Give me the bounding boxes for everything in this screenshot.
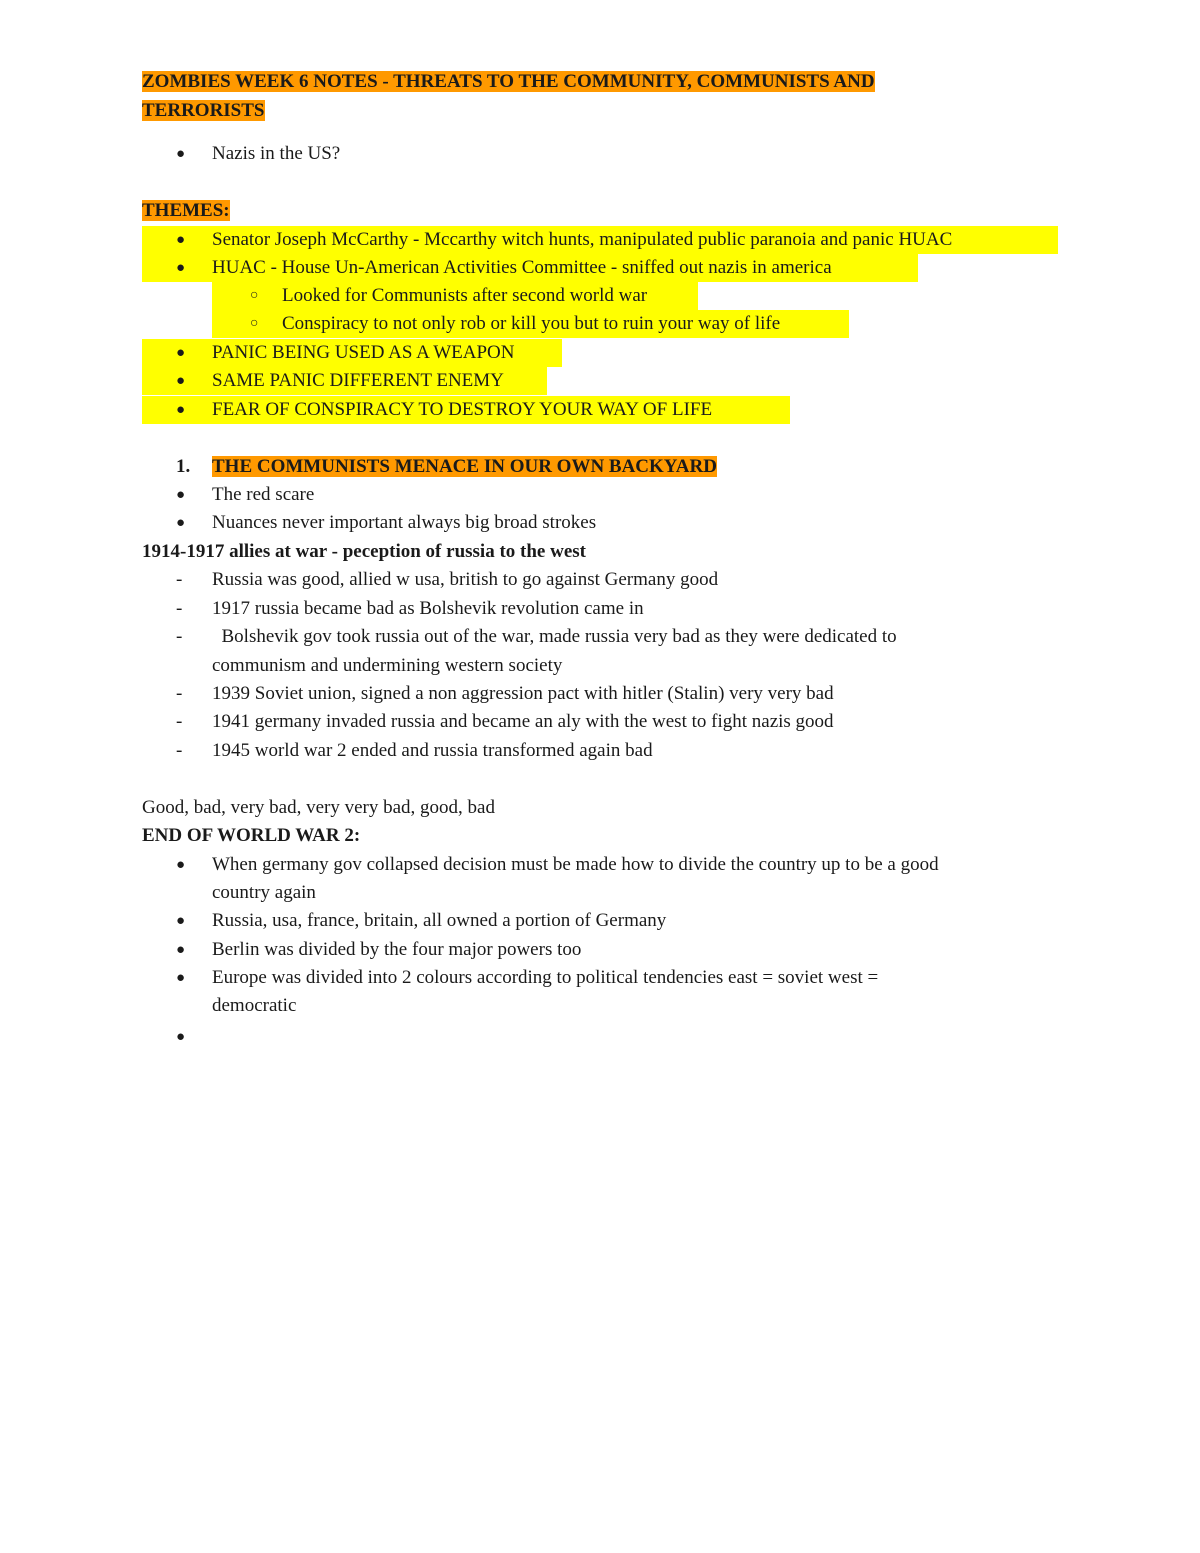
dash-icon: - — [176, 683, 183, 704]
list-item: 1917 russia became bad as Bolshevik revolution came in — [212, 598, 644, 619]
list-item: Bolshevik gov took russia out of the war, made russia very bad as they were dedicated to — [212, 626, 897, 647]
list-item: The red scare — [212, 484, 315, 505]
themes-item-row — [142, 367, 547, 395]
document-page: ZOMBIES WEEK 6 NOTES - THREATS TO THE COMMUNITY, COMMUNISTS AND TERRORISTS ● Nazis in the US? THEMES: ● Senator Joseph McCarthy - Mccarthy witch hunts, manipulated public paranoia and panic HUAC ● HUAC - House Un-American Activities Committee - sniffed out nazis in america ○ Looked for Communists after second world war ○ Conspiracy to not only rob or kill you but to ruin your way of life ● PANIC BEING USED AS A WEAPON ● SAME PANIC DIFFERENT ENEMY ● FEAR OF CONSPIRACY TO DESTROY YOUR WAY OF LIFE 1. THE COMMUNISTS MENACE IN OUR OWN BACKYARD ● The red scare ● Nuances never important always big broad strokes 1914-1917 allies at war - peception of russia to the west - Russia was good, allied w usa, british to go against Germany good - 1917 russia became bad as Bolshevik revolution came in - Bolshevik gov took russia out of the war, made russia very bad as they were dedicated to communism and undermining western society - 1939 Soviet union, signed a non aggression pact with hitler (Stalin) very very bad - 1941 germany invaded russia and became an aly with the west to fight nazis good - 1945 world war 2 ended and russia transformed again bad Good, bad, very bad, very very bad, good, bad END OF WORLD WAR 2: ● When germany gov collapsed decision must be made how to divide the country up to be a good country again ● Russia, usa, france, britain, all owned a portion of Germany ● Berlin was divided by the four major powers too ● Europe was divided into 2 colours according to political tendencies east = soviet west = democratic ● — [0, 0, 1200, 1553]
summary-text: Good, bad, very bad, very very bad, good, bad — [142, 797, 495, 818]
themes-item-row — [142, 339, 562, 367]
bullet-icon: ● — [176, 260, 186, 276]
open-bullet-icon: ○ — [250, 288, 259, 303]
list-item-continuation: communism and undermining western society — [212, 655, 563, 676]
list-item: Nuances never important always big broad strokes — [212, 512, 597, 533]
list-item: 1945 world war 2 ended and russia transformed again bad — [212, 740, 653, 761]
bullet-icon: ● — [176, 373, 186, 389]
list-item: Russia was good, allied w usa, british to go against Germany good — [212, 569, 719, 590]
doc-title-text-2: TERRORISTS — [142, 100, 265, 121]
list-item: Russia, usa, france, britain, all owned a portion of Germany — [212, 910, 667, 931]
list-item: Senator Joseph McCarthy - Mccarthy witch hunts, manipulated public paranoia and panic HUAC — [212, 229, 953, 250]
dash-icon: - — [176, 569, 183, 590]
dash-icon: - — [176, 740, 183, 761]
bullet-icon: ● — [176, 232, 186, 248]
themes-subitem-row — [212, 282, 698, 310]
list-item: Conspiracy to not only rob or kill you but to ruin your way of life — [282, 313, 781, 334]
list-item-continuation: country again — [212, 882, 316, 903]
open-bullet-icon: ○ — [250, 316, 259, 331]
doc-title-text-1: ZOMBIES WEEK 6 NOTES - THREATS TO THE COMMUNITY, COMMUNISTS AND — [142, 71, 875, 92]
list-item: SAME PANIC DIFFERENT ENEMY — [212, 370, 504, 391]
themes-item-row — [142, 226, 1058, 254]
list-item: 1939 Soviet union, signed a non aggression pact with hitler (Stalin) very very bad — [212, 683, 834, 704]
allies-heading: 1914-1917 allies at war - peception of russia to the west — [142, 541, 586, 562]
list-item: HUAC - House Un-American Activities Committee - sniffed out nazis in america — [212, 257, 832, 278]
themes-subitem-row — [212, 310, 849, 338]
list-item: PANIC BEING USED AS A WEAPON — [212, 342, 515, 363]
section-number: 1. — [176, 456, 191, 477]
bullet-icon: ● — [176, 402, 186, 418]
dash-icon: - — [176, 598, 183, 619]
list-item: Nazis in the US? — [212, 143, 341, 164]
list-item: Looked for Communists after second world war — [282, 285, 648, 306]
list-item-continuation: democratic — [212, 995, 297, 1016]
doc-title-line2 — [142, 97, 265, 125]
list-item: FEAR OF CONSPIRACY TO DESTROY YOUR WAY OF LIFE — [212, 399, 713, 420]
themes-heading: THEMES: — [142, 200, 230, 221]
themes-item-row — [142, 254, 918, 282]
ww2-heading: END OF WORLD WAR 2: — [142, 825, 361, 846]
themes-item-row — [142, 396, 790, 424]
list-item: When germany gov collapsed decision must be made how to divide the country up to be a good — [212, 854, 939, 875]
section-heading: THE COMMUNISTS MENACE IN OUR OWN BACKYARD — [212, 456, 717, 477]
bullet-icon: ● — [176, 345, 186, 361]
list-item: Berlin was divided by the four major powers too — [212, 939, 582, 960]
list-item: 1941 germany invaded russia and became an aly with the west to fight nazis good — [212, 711, 834, 732]
dash-icon: - — [176, 711, 183, 732]
dash-icon: - — [176, 626, 183, 647]
list-item: Europe was divided into 2 colours according to political tendencies east = soviet west = — [212, 967, 879, 988]
doc-title-line1 — [142, 68, 875, 96]
